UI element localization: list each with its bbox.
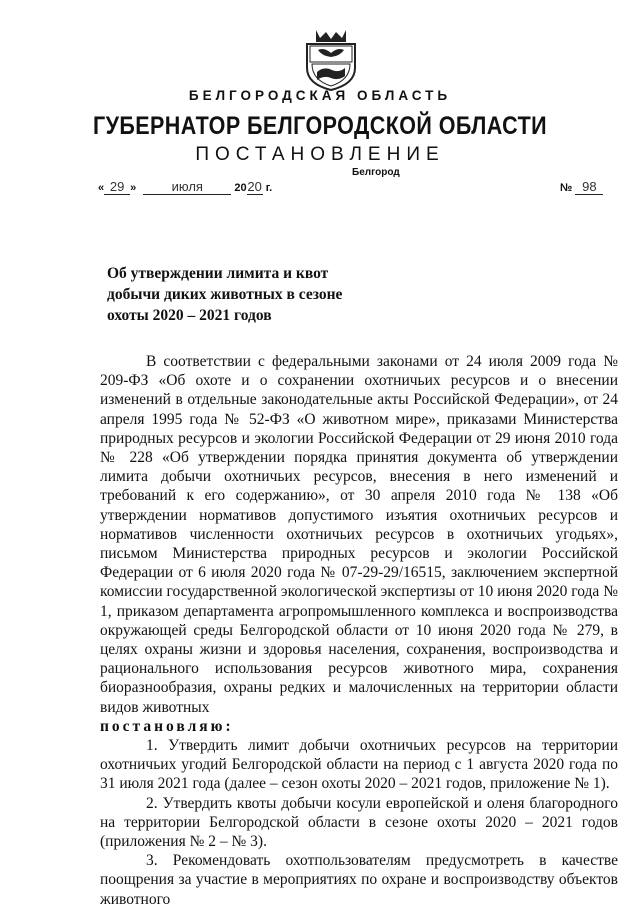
date-year-prefix: 20 xyxy=(234,182,247,194)
document-type: ПОСТАНОВЛЕНИЕ xyxy=(195,144,445,165)
clause-2: 2. Утвердить квоты добычи косули европейской и оленя благородного на территории Белгородской области в сезоне охоты 2020 – 2021 годов (приложения № 2 – № 3). xyxy=(100,794,618,851)
city-name: Белгород xyxy=(352,167,400,178)
document-title: Об утверждении лимита и квот добычи диких животных в сезоне охоты 2020 – 2021 годов xyxy=(107,265,343,324)
date-quote-close: » xyxy=(130,182,137,194)
region-name: БЕЛГОРОДСКАЯ ОБЛАСТЬ xyxy=(188,88,452,103)
authority-title: ГУБЕРНАТОР БЕЛГОРОДСКОЙ ОБЛАСТИ xyxy=(92,112,548,140)
number-label: № xyxy=(560,182,573,194)
date-day: 29 xyxy=(104,179,130,195)
date-year-unit: г. xyxy=(265,182,273,194)
preamble-paragraph: В соответствии с федеральными законами от 24 июля 2009 года № 209-ФЗ «Об охоте и о сохранении охотничьих ресурсов и о внесении изменений в отдельные законодательные акты Российской Федерации», от 24 апреля 1995 года № 52-ФЗ «О животном мире», приказами Министерства природных ресурсов и экологии Российской Федерации от 29 июня 2010 года № 228 «Об утверждении порядка принятия документа об утверждении лимита добычи охотничьих ресурсов, внесения в него изменений и требований к его содержанию», от 30 апреля 2010 года № 138 «Об утверждении нормативов допустимого изъятия охотничьих ресурсов и нормативов численности охотничьих ресурсов в охотничьих угодьях», письмом Министерства природных ресурсов и экологии Российской Федерации от 6 июля 2020 года № 07-29-29/16515, заключением экспертной комиссии государственной экологической экспертизы от 10 июня 2020 года № 1, приказом департамента агропромышленного комплекса и воспроизводства окружающей среды Белгородской области от 10 июня 2020 года № 279, в целях охраны жизни и здоровья населения, сохранения, воспроизводства и рационального использования ресурсов животного мира, сохранения биоразнообразия, охраны редких и малочисленных на территории области видов животных xyxy=(100,353,618,716)
decree-number xyxy=(560,179,603,195)
resolve-word: постановляю: xyxy=(100,717,234,735)
clause-3: 3. Рекомендовать охотпользователям предусмотреть в качестве поощрения за участие в мероприятиях по охране и воспроизводству объектов животного xyxy=(100,852,618,908)
clause-1: 1. Утвердить лимит добычи охотничьих ресурсов на территории охотничьих угодий Белгородской области на период с 1 августа 2020 года по 31 июля 2021 года (далее – сезон охоты 2020 – 2021 годов, приложение № 1). xyxy=(100,737,618,793)
number-value: 98 xyxy=(575,179,603,195)
document-body xyxy=(100,352,618,909)
decree-date xyxy=(98,179,272,195)
coat-of-arms-icon xyxy=(302,26,360,92)
date-month: июля xyxy=(143,179,231,195)
date-quote-open: « xyxy=(98,182,105,194)
date-year-suffix: 20 xyxy=(247,179,262,194)
